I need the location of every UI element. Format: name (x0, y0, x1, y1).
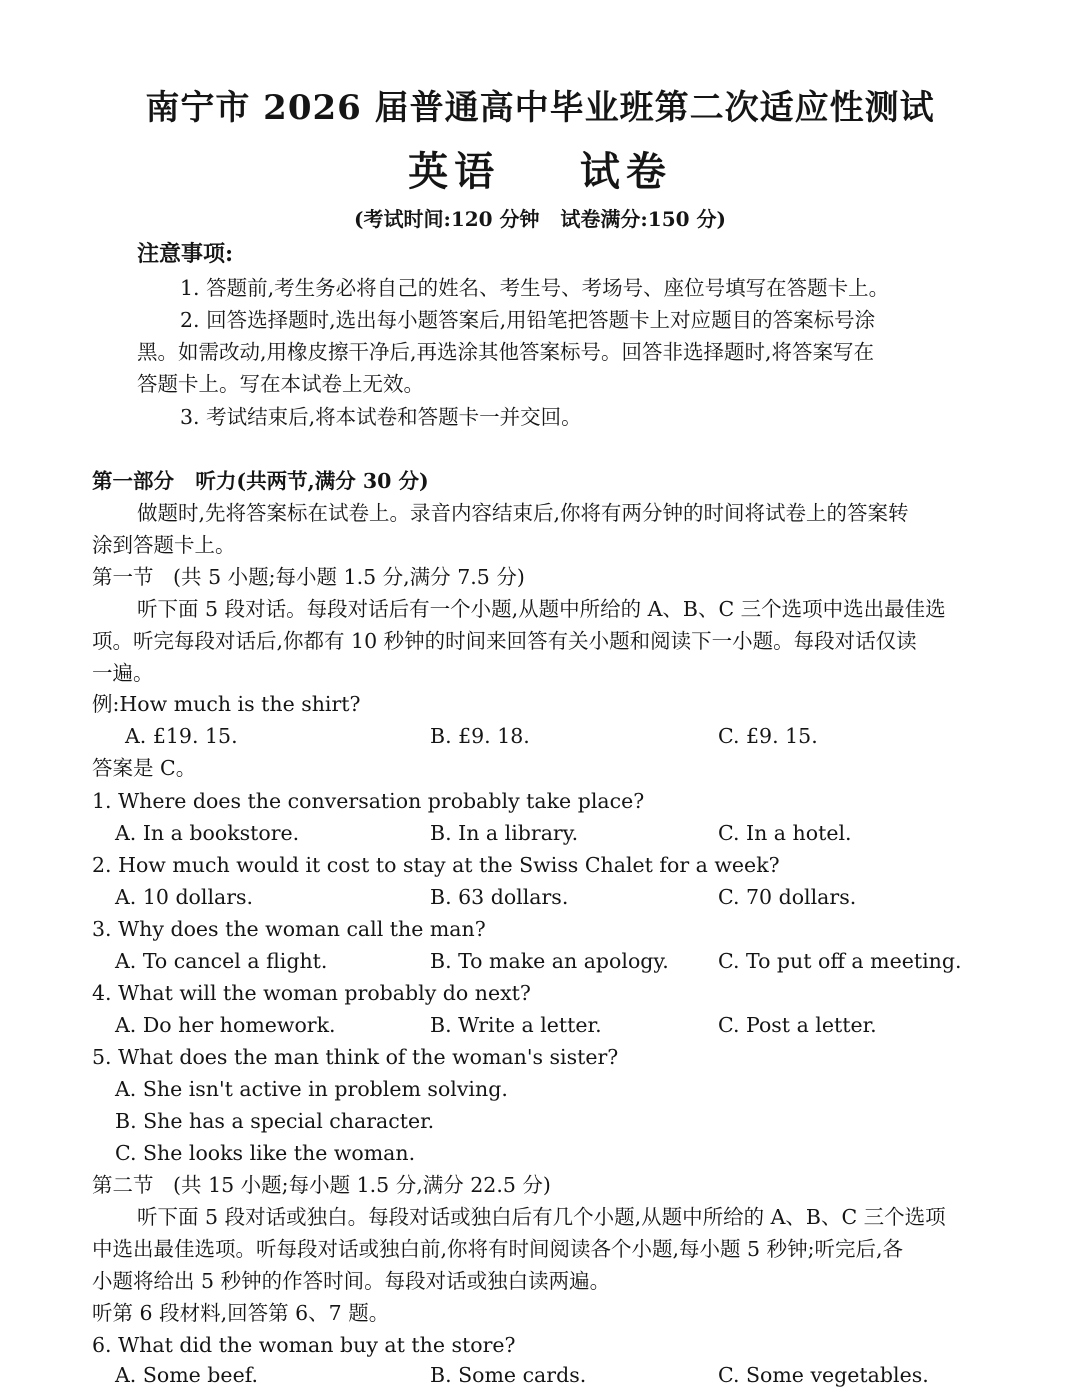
question-3: 3. Why does the woman call the man? (92, 917, 486, 941)
notice-line-4: 答题卡上。写在本试卷上无效。 (137, 372, 424, 396)
notice-line-5: 3. 考试结束后,将本试卷和答题卡一并交回。 (180, 405, 582, 429)
part1-intro-line-1: 做题时,先将答案标在试卷上。录音内容结束后,你将有两分钟的时间将试卷上的答案转 (137, 501, 909, 525)
question-5: 5. What does the man think of the woman's sister? (92, 1045, 619, 1069)
section1-heading: 第一节 (共 5 小题;每小题 1.5 分,满分 7.5 分) (92, 565, 525, 589)
question-3-option-a: A. To cancel a flight. (115, 949, 328, 973)
part1-heading: 第一部分 听力(共两节,满分 30 分) (92, 469, 429, 493)
question-5-option-a: A. She isn't active in problem solving. (115, 1077, 508, 1101)
section2-intro-line-3: 小题将给出 5 秒钟的作答时间。每段对话或独白读两遍。 (92, 1269, 611, 1293)
question-1-option-c: C. In a hotel. (718, 821, 852, 845)
notice-line-1: 1. 答题前,考生务必将自己的姓名、考生号、考场号、座位号填写在答题卡上。 (180, 276, 890, 300)
question-2-option-b: B. 63 dollars. (430, 885, 569, 909)
section2-heading: 第二节 (共 15 小题;每小题 1.5 分,满分 22.5 分) (92, 1173, 551, 1197)
section1-intro-line-3: 一遍。 (92, 661, 154, 685)
example-answer: 答案是 C。 (92, 756, 197, 780)
example-option-b: B. £9. 18. (430, 724, 530, 748)
question-5-option-c: C. She looks like the woman. (115, 1141, 416, 1165)
notice-line-2: 2. 回答选择题时,选出每小题答案后,用铅笔把答题卡上对应题目的答案标号涂 (180, 308, 876, 332)
question-4-option-c: C. Post a letter. (718, 1013, 877, 1037)
question-4: 4. What will the woman probably do next? (92, 981, 531, 1005)
exam-subject-title: 英语 试卷 (408, 148, 672, 195)
section2-intro-line-2: 中选出最佳选项。听每段对话或独白前,你将有时间阅读各个小题,每小题 5 秒钟;听完后,各 (92, 1237, 904, 1261)
question-3-option-b: B. To make an apology. (430, 949, 669, 973)
question-6-option-a: A. Some beef. (115, 1363, 259, 1387)
question-1-option-a: A. In a bookstore. (115, 821, 300, 845)
question-1: 1. Where does the conversation probably take place? (92, 789, 645, 813)
question-2-option-c: C. 70 dollars. (718, 885, 857, 909)
question-4-option-b: B. Write a letter. (430, 1013, 602, 1037)
notice-heading: 注意事项: (137, 241, 234, 267)
example-option-c: C. £9. 15. (718, 724, 818, 748)
section2-intro-line-1: 听下面 5 段对话或独白。每段对话或独白后有几个小题,从题中所给的 A、B、C 三个选项 (137, 1205, 946, 1229)
part1-intro-line-2: 涂到答题卡上。 (92, 533, 236, 557)
question-6: 6. What did the woman buy at the store? (92, 1333, 516, 1357)
question-3-option-c: C. To put off a meeting. (718, 949, 962, 973)
example-option-a: A. £19. 15. (125, 724, 238, 748)
question-2: 2. How much would it cost to stay at the Swiss Chalet for a week? (92, 853, 780, 877)
section1-intro-line-1: 听下面 5 段对话。每段对话后有一个小题,从题中所给的 A、B、C 三个选项中选出最佳选 (137, 597, 946, 621)
notice-line-3: 黑。如需改动,用橡皮擦干净后,再选涂其他答案标号。回答非选择题时,将答案写在 (137, 340, 875, 364)
question-6-option-b: B. Some cards. (430, 1363, 587, 1387)
question-4-option-a: A. Do her homework. (115, 1013, 336, 1037)
question-2-option-a: A. 10 dollars. (115, 885, 254, 909)
question-5-option-b: B. She has a special character. (115, 1109, 435, 1133)
exam-title: 南宁市 2026 届普通高中毕业班第二次适应性测试 (145, 88, 935, 128)
material-instruction: 听第 6 段材料,回答第 6、7 题。 (92, 1301, 390, 1325)
section1-intro-line-2: 项。听完每段对话后,你都有 10 秒钟的时间来回答有关小题和阅读下一小题。每段对话仅读 (92, 629, 917, 653)
example-question: 例:How much is the shirt? (92, 692, 361, 716)
question-1-option-b: B. In a library. (430, 821, 579, 845)
exam-info: (考试时间:120 分钟 试卷满分:150 分) (353, 207, 726, 231)
question-6-option-c: C. Some vegetables. (718, 1363, 929, 1387)
